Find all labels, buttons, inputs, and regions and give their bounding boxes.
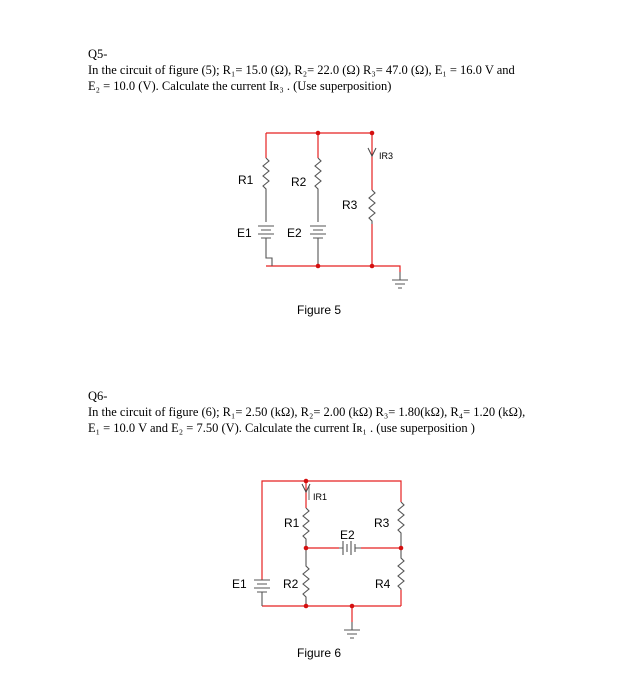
fig6-e2-battery bbox=[339, 541, 361, 555]
fig6-ground-icon bbox=[344, 622, 360, 638]
fig5-label-r1: R1 bbox=[238, 173, 254, 187]
fig6-label-e1: E1 bbox=[232, 577, 247, 591]
fig6-label-r3: R3 bbox=[374, 516, 390, 530]
fig6-e1-battery bbox=[254, 580, 270, 606]
fig6-r4-resistor bbox=[398, 548, 404, 590]
fig6-r2-resistor bbox=[303, 548, 309, 606]
fig6-r3-resistor bbox=[398, 502, 404, 548]
fig5-label-current: IR3 bbox=[379, 151, 394, 161]
fig5-caption: Figure 5 bbox=[297, 303, 342, 317]
q6-line-1: In the circuit of figure (6); R₁= 2.50 (kΩ), R₂= 2.00 (kΩ) R₃= 1.80(kΩ), R₄= 1.20 (kΩ), bbox=[88, 405, 526, 419]
q5-title: Q5- bbox=[88, 47, 108, 61]
fig6-r1-resistor bbox=[303, 508, 309, 548]
fig5-label-e2: E2 bbox=[287, 226, 302, 240]
fig5-label-e1: E1 bbox=[237, 226, 252, 240]
fig6-label-r1: R1 bbox=[284, 516, 300, 530]
fig6-wires bbox=[262, 481, 401, 622]
fig6-label-r2: R2 bbox=[283, 577, 299, 591]
q6-line-2: E₁ = 10.0 V and E₂ = 7.50 (V). Calculate the current Iʀ₁ . (use superposition ) bbox=[88, 421, 475, 435]
fig6-label-e2: E2 bbox=[340, 528, 355, 542]
q6-title: Q6- bbox=[88, 389, 108, 403]
fig5-label-r2: R2 bbox=[291, 175, 307, 189]
q5-line-2: E₂ = 10.0 (V). Calculate the current Iʀ₃ . (Use superposition) bbox=[88, 79, 392, 93]
q5-line-1: In the circuit of figure (5); R₁= 15.0 (Ω), R₂= 22.0 (Ω) R₃= 47.0 (Ω), E₁ = 16.0 V and bbox=[88, 63, 515, 77]
fig6-caption: Figure 6 bbox=[297, 646, 342, 660]
fig6-label-current: IR1 bbox=[313, 492, 328, 502]
fig5-label-r3: R3 bbox=[342, 198, 358, 212]
fig6-label-r4: R4 bbox=[375, 577, 391, 591]
